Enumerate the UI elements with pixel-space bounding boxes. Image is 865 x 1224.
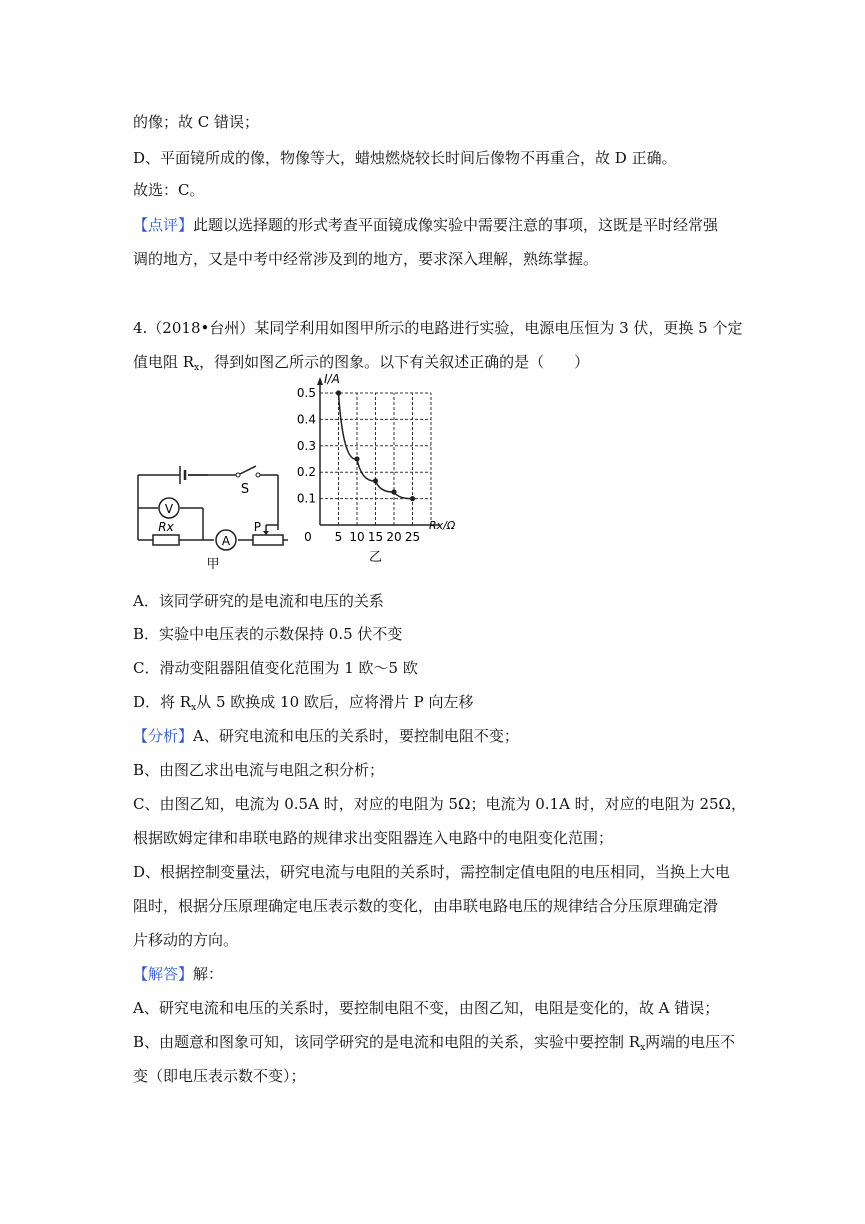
slider-label: P <box>253 520 261 534</box>
x-tick-label: 20 <box>386 530 402 544</box>
data-point <box>336 390 341 395</box>
data-point <box>410 496 415 501</box>
question-line-2 <box>133 352 589 378</box>
chart-axes <box>317 377 439 525</box>
data-point <box>354 456 359 461</box>
question-line-2-b: ，得到如图乙所示的图象。以下有关叙述正确的是（ ） <box>199 353 590 371</box>
answer-line-2-b: 两端的电压不 <box>645 1033 736 1051</box>
data-point <box>373 478 378 483</box>
switch-contact-left <box>236 473 240 477</box>
analysis-text-1: A、研究电流和电压的关系时，要控制电阻不变； <box>193 727 519 745</box>
y-tick-label: 0.4 <box>296 412 316 427</box>
comment-text-1: 此题以选择题的形式考查平面镜成像实验中需要注意的事项，这既是平时经常强 <box>193 216 719 234</box>
x-tick-label: 0 <box>304 530 312 544</box>
ammeter-label: A <box>221 534 231 548</box>
switch-blade <box>238 466 256 475</box>
current-resistance-chart <box>290 372 460 575</box>
y-tick-label: 0.2 <box>296 465 316 480</box>
x-axis-label: Rx/Ω <box>429 519 456 532</box>
y-tick-label: 0.3 <box>296 438 316 453</box>
answer-line-0 <box>133 964 223 984</box>
answer-tag-rest: 解： <box>193 965 224 983</box>
switch-contact-right <box>256 473 260 477</box>
x-tick-label: 15 <box>367 530 384 544</box>
question-line-2-sub: x <box>194 363 200 373</box>
analysis-line-5: D、根据控制变量法，研究电流与电阻的关系时，需控制定值电阻的电压相同，当换上大电 <box>133 863 731 881</box>
circuit-caption: 甲 <box>206 557 220 572</box>
analysis-line-6: 阻时，根据分压原理确定电压表示数的变化，由串联电路电压的规律结合分压原理确定滑 <box>133 897 719 915</box>
prev-line-2: D、平面镜所成的像，物像等大，蜡烛燃烧较长时间后像物不再重合，故 D 正确。 <box>133 149 677 167</box>
analysis-line-4: 根据欧姆定律和串联电路的规律求出变阻器连入电路中的电阻变化范围； <box>133 829 614 847</box>
analysis-line-3: C、由图乙知，电流为 0.5A 时，对应的电阻为 5Ω；电流为 0.1A 时，对应的电阻为 25Ω， <box>133 795 746 813</box>
answer-line-2 <box>133 1032 735 1058</box>
y-tick-label: 0.1 <box>296 491 316 506</box>
answer-line-2-sub: x <box>640 1043 646 1053</box>
x-tick-label: 10 <box>349 530 365 544</box>
question-line-2-a: 值电阻 R <box>133 353 195 371</box>
option-b: B．实验中电压表的示数保持 0.5 伏不变 <box>133 625 403 643</box>
switch-label: S <box>240 482 250 497</box>
chart-grid <box>320 393 431 525</box>
answer-line-3: 变（即电压表示数不变）； <box>133 1067 306 1085</box>
x-tick-label: 25 <box>404 530 421 544</box>
answer-tag: 【解答】 <box>133 965 194 983</box>
answer-line-2-a: B、由题意和图象可知，该同学研究的是电流和电阻的关系，实验中要控制 R <box>133 1033 641 1051</box>
question-line-1: 4.（2018•台州）某同学利用如图甲所示的电路进行实验，电源电压恒为 3 伏，更换 5 个定 <box>133 319 743 337</box>
resistor-rx <box>153 535 179 545</box>
comment-line-1 <box>133 215 718 235</box>
y-axis-label: I/A <box>324 372 340 386</box>
voltmeter-label: V <box>164 502 174 516</box>
option-d-sub: x <box>191 703 197 713</box>
analysis-line-1 <box>133 726 519 746</box>
option-d-b: 从 5 欧换成 10 欧后，应将滑片 P 向左移 <box>196 693 474 711</box>
x-tick-label: 5 <box>334 530 343 544</box>
option-a: A．该同学研究的是电流和电压的关系 <box>133 592 384 610</box>
analysis-line-2: B、由图乙求出电流与电阻之积分析； <box>133 761 385 779</box>
prev-line-3: 故选：C。 <box>133 181 205 199</box>
y-axis-arrow <box>317 377 323 385</box>
analysis-tag: 【分析】 <box>133 727 194 745</box>
comment-tag: 【点评】 <box>133 216 194 234</box>
option-d <box>133 692 474 718</box>
data-point <box>391 489 396 494</box>
option-c: C．滑动变阻器阻值变化范围为 1 欧～5 欧 <box>133 659 418 677</box>
chart-caption: 乙 <box>368 550 383 565</box>
rheostat <box>253 535 283 545</box>
answer-line-1: A、研究电流和电压的关系时，要控制电阻不变，由图乙知，电阻是变化的，故 A 错误； <box>133 999 720 1017</box>
circuit-diagram <box>128 455 308 575</box>
analysis-line-7: 片移动的方向。 <box>133 931 239 949</box>
prev-line-1: 的像；故 C 错误； <box>133 113 260 131</box>
resistor-label: Rx <box>158 520 174 534</box>
comment-line-2: 调的地方，又是中考中经常涉及到的地方，要求深入理解，熟练掌握。 <box>133 250 599 268</box>
option-d-a: D．将 R <box>133 693 192 711</box>
y-tick-label: 0.5 <box>296 386 316 400</box>
